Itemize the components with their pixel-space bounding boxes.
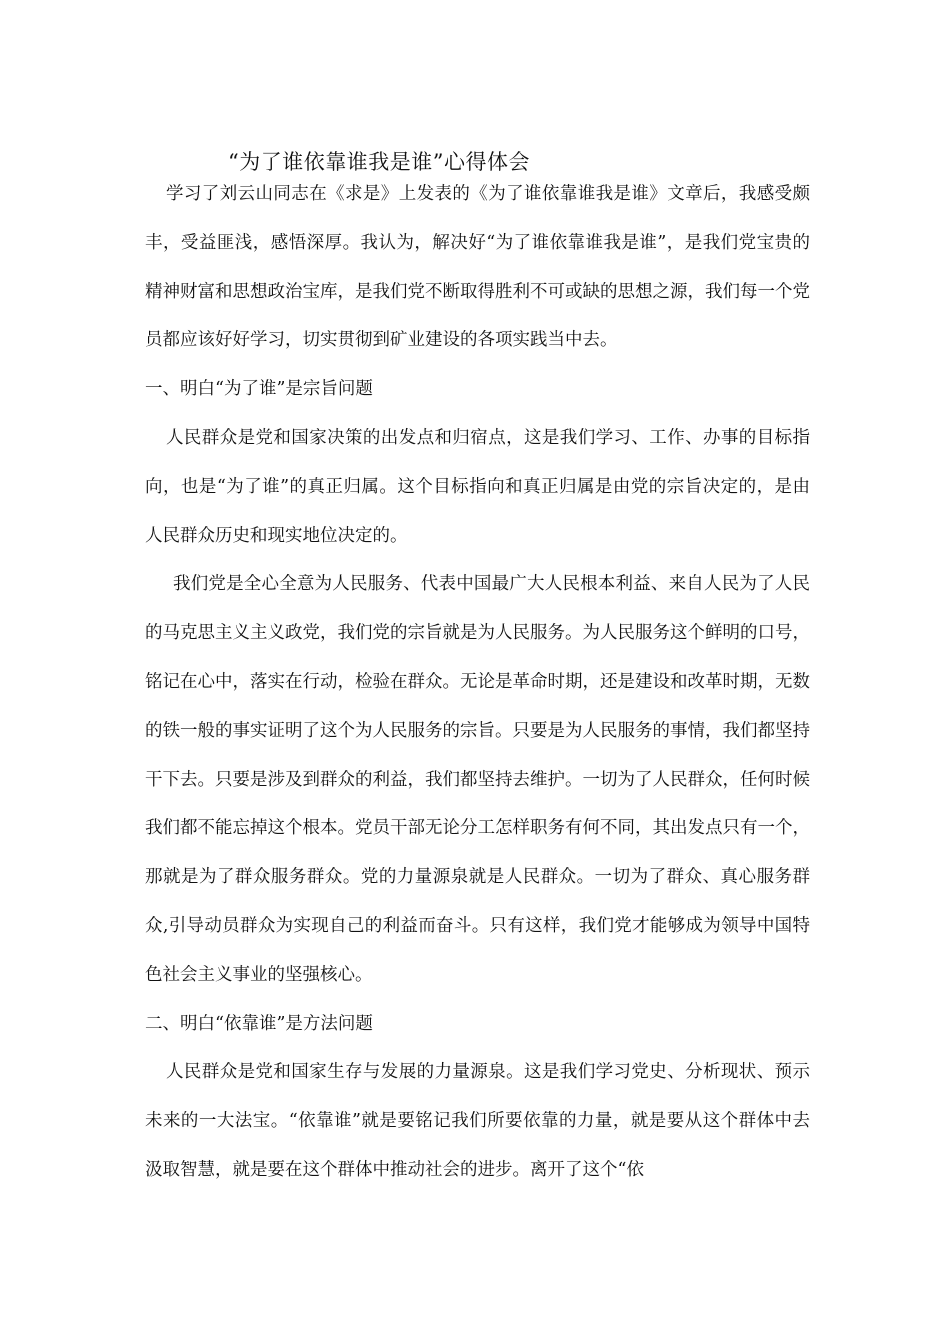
paragraph-1: 人民群众是党和国家决策的出发点和归宿点，这是我们学习、工作、办事的目标指向，也是“为了谁”的真正归属。这个目标指向和真正归属是由党的宗旨决定的，是由人民群众历史和现实地位决定的。 bbox=[145, 427, 810, 546]
paragraph-2: 我们党是全心全意为人民服务、代表中国最广大人民根本利益、来自人民为了人民的马克思主义主义政党，我们党的宗旨就是为人民服务。为人民服务这个鲜明的口号，铭记在心中，落实在行动，检验在群众。无论是革命时期，还是建设和改革时期，无数的铁一般的事实证明了这个为人民服务的宗旨。只要是为人民服务的事情，我们都坚持干下去。只要是涉及到群众的利益，我们都坚持去维护。一切为了人民群众，任何时候我们都不能忘掉这个根本。党员干部无论分工怎样职务有何不同，其出发点只有一个，那就是为了群众服务群众。党的力量源泉就是人民群众。一切为了群众、真心服务群众,引导动员群众为实现自己的利益而奋斗。只有这样，我们党才能够成为领导中国特色社会主义事业的坚强核心。 bbox=[145, 574, 810, 985]
paragraph-intro: 学习了刘云山同志在《求是》上发表的《为了谁依靠谁我是谁》文章后，我感受颇丰，受益匪浅，感悟深厚。我认为，解决好“为了谁依靠谁我是谁”，是我们党宝贵的精神财富和思想政治宝库，是我们党不断取得胜利不可或缺的思想之源，我们每一个党员都应该好好学习，切实贯彻到矿业建设的各项实践当中去。 bbox=[145, 184, 810, 351]
section-heading-1: 一、明白“为了谁”是宗旨问题 bbox=[145, 379, 373, 400]
paragraph-3: 人民群众是党和国家生存与发展的力量源泉。这是我们学习党史、分析现状、预示未来的一大法宝。“依靠谁”就是要铭记我们所要依靠的力量，就是要从这个群体中去汲取智慧，就是要在这个群体中推动社会的进步。离开了这个“依 bbox=[145, 1062, 810, 1180]
document-body bbox=[145, 170, 810, 1195]
section-heading-2: 二、明白“依靠谁”是方法问题 bbox=[145, 1013, 373, 1034]
document-title: “为了谁依靠谁我是谁”心得体会 bbox=[228, 150, 530, 174]
